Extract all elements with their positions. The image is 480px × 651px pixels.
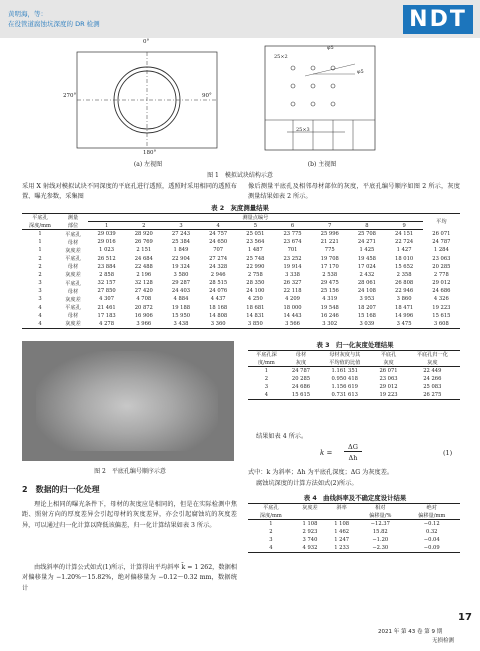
table-2 xyxy=(22,213,460,329)
table-header-cell: 深度/mm xyxy=(248,512,294,520)
table-cell: 2 758 xyxy=(247,271,263,278)
table-row xyxy=(22,254,460,262)
table-cell: 3 475 xyxy=(396,320,412,327)
table-cell: 4 307 xyxy=(99,296,115,303)
table-cell: 27 243 xyxy=(171,231,191,238)
table-cell: 32 157 xyxy=(97,280,116,287)
table-cell: 4 xyxy=(264,392,269,399)
paragraph-right-2: 式中：k 为斜率；Δh 为平底孔深度；ΔG 为灰度差。 xyxy=(248,469,394,476)
table-cell: 平底孔 xyxy=(65,280,81,287)
table-cell: 1.156 619 xyxy=(331,384,358,391)
table-cell: 2 778 xyxy=(433,271,449,278)
table-header-cell: 平底孔归一化 xyxy=(416,352,448,359)
table-cell: 3 580 xyxy=(173,271,189,278)
table-cell: 19 223 xyxy=(379,392,398,399)
table-cell: 22 904 xyxy=(171,255,191,262)
table-cell: 3 302 xyxy=(322,320,338,327)
table-cell: 2 xyxy=(38,271,42,278)
table-cell: 22 118 xyxy=(283,288,302,295)
table-cell: 0.731 613 xyxy=(331,392,358,399)
table-cell: 4 xyxy=(38,320,42,327)
table-cell: 3 740 xyxy=(302,537,318,544)
table-cell: 29 016 xyxy=(97,239,116,246)
table-cell: 1 284 xyxy=(433,247,449,254)
table-cell: 19 458 xyxy=(357,255,376,262)
table-cell: 22 488 xyxy=(134,263,153,270)
table-cell: 24 266 xyxy=(423,376,442,383)
table-cell: 4 278 xyxy=(99,320,115,327)
table-cell: 25 384 xyxy=(171,239,191,246)
table-cell: 14 996 xyxy=(395,312,414,319)
table-header-cell: 母材 xyxy=(295,352,307,359)
table-cell: 19 223 xyxy=(432,304,451,311)
table-cell: 0.950 418 xyxy=(331,376,358,383)
table-cell: 15 950 xyxy=(171,312,191,319)
table-cell: 29 012 xyxy=(432,280,451,287)
label-phi5-b: φ5 xyxy=(357,69,364,75)
table-cell: 2 xyxy=(269,529,273,536)
table-cell: 23 674 xyxy=(283,239,302,246)
table-cell: 19 324 xyxy=(171,263,191,270)
table-cell: 27 274 xyxy=(209,255,228,262)
table-cell: 18 471 xyxy=(395,304,414,311)
table-cell: 灰度差 xyxy=(65,296,81,303)
table-cell: 平底孔 xyxy=(65,305,81,312)
table-cell: 24 108 xyxy=(357,288,376,295)
table-cell: 32 128 xyxy=(134,280,153,287)
table-2-header-part2: 部位 xyxy=(58,222,88,230)
table-cell: 28 061 xyxy=(357,280,376,287)
table-cell: 16 906 xyxy=(134,312,153,319)
table-cell: 1 487 xyxy=(247,247,263,254)
table-cell: 3 338 xyxy=(285,271,300,278)
table-cell: 23 884 xyxy=(97,263,116,270)
table-4 xyxy=(248,503,460,553)
table-cell: 灰度差 xyxy=(65,247,81,254)
table-cell: 17 183 xyxy=(97,312,116,319)
table-cell: 1 247 xyxy=(334,537,350,544)
table-cell: 母材 xyxy=(67,239,79,246)
table-cell: 1 xyxy=(264,368,269,375)
table-cell: 27 420 xyxy=(134,288,153,295)
table-cell: 26 275 xyxy=(423,392,442,399)
table-row xyxy=(22,238,460,246)
table-cell: 24 271 xyxy=(357,239,376,246)
table-cell: 平底孔 xyxy=(65,231,81,238)
table-cell: 19 548 xyxy=(320,304,339,311)
table-cell: −2.30 xyxy=(372,545,389,552)
paragraph-1-right: 像后测量平底孔及相邻母材部位的灰度，平底孔编号顺序如图 2 所示，灰度测量结果如表 2 所示。 xyxy=(248,183,460,201)
table-cell: 4 319 xyxy=(322,296,338,303)
table-cell: 25 708 xyxy=(357,231,376,238)
table-3 xyxy=(248,350,460,400)
label-phi5-a: φ5 xyxy=(327,45,334,51)
table-cell: 18 681 xyxy=(246,304,265,311)
table-cell: 24 684 xyxy=(134,255,153,262)
table-cell: 26 071 xyxy=(379,368,398,375)
table-cell: −0.09 xyxy=(423,545,440,552)
table-2-point-number: 7 xyxy=(311,222,348,230)
table-cell: 26 808 xyxy=(395,280,414,287)
table-row xyxy=(248,367,460,375)
formula-denominator: Δh xyxy=(348,454,358,462)
table-cell: 1 462 xyxy=(334,529,350,536)
table-header-cell: 偏移量/mm xyxy=(403,512,460,520)
table-row xyxy=(22,230,460,238)
table-row xyxy=(248,520,460,528)
table-cell: 28 515 xyxy=(209,280,228,287)
table-cell: 22 449 xyxy=(423,368,442,375)
table-cell: 15 168 xyxy=(357,312,376,319)
table-row xyxy=(22,287,460,295)
table-row xyxy=(22,246,460,254)
table-cell: −0.04 xyxy=(423,537,440,544)
table-2-header-avg: 平均 xyxy=(436,219,447,226)
table-cell: 2 946 xyxy=(210,271,226,278)
table-cell: 4 708 xyxy=(136,296,152,303)
table-row xyxy=(22,320,460,328)
table-header-cell: 偏移量/% xyxy=(357,512,403,520)
table-cell: 23 063 xyxy=(379,376,398,383)
table-4-caption: 表 4 曲线斜率及不确定度设计结果 xyxy=(303,494,407,502)
table-2-point-number: 8 xyxy=(348,222,385,230)
table-row xyxy=(248,391,460,399)
table-cell: 2 432 xyxy=(359,271,375,278)
table-row xyxy=(22,312,460,320)
table-cell: 14 808 xyxy=(209,312,228,319)
label-90-deg: 90° xyxy=(202,93,212,99)
table-3-caption: 表 3 归一化灰度处理结果 xyxy=(316,341,394,349)
table-cell: 1 xyxy=(38,247,42,254)
table-cell: 29 475 xyxy=(320,280,339,287)
table-cell: 21 221 xyxy=(320,239,339,246)
table-cell: 15 615 xyxy=(291,392,311,399)
table-cell: 24 686 xyxy=(291,384,311,391)
table-cell: 2 151 xyxy=(136,247,152,254)
table-cell: 15.82 xyxy=(372,529,388,536)
formula-numerator: ΔG xyxy=(344,443,362,452)
table-2-header-hole: 平底孔 xyxy=(32,215,48,222)
figure-1a-caption: (a) 左视图 xyxy=(133,161,163,168)
table-row xyxy=(22,304,460,312)
table-cell: 14 831 xyxy=(246,312,265,319)
table-row xyxy=(22,279,460,287)
table-cell: 26 327 xyxy=(283,280,302,287)
table-cell: 24 100 xyxy=(246,288,265,295)
table-cell: 24 787 xyxy=(432,239,451,246)
label-25x2: 25×2 xyxy=(274,54,288,60)
table-header-cell: 平底孔深 xyxy=(256,352,277,359)
table-cell: 4 932 xyxy=(302,545,318,552)
table-cell: 21 461 xyxy=(97,304,116,311)
table-cell: 28 920 xyxy=(134,231,153,238)
table-header-cell: 灰度 xyxy=(405,359,460,367)
table-cell: 25 996 xyxy=(320,231,339,238)
table-cell: 15 652 xyxy=(395,263,414,270)
table-cell: 2 xyxy=(38,263,42,270)
table-cell: 3 360 xyxy=(210,320,226,327)
table-cell: 24 076 xyxy=(209,288,228,295)
table-cell: 1 108 xyxy=(302,521,318,528)
table-cell: 4 437 xyxy=(210,296,226,303)
table-cell: −1.20 xyxy=(372,537,389,544)
table-cell: 24 686 xyxy=(432,288,451,295)
footer-journal: 无损检测 xyxy=(432,638,455,644)
table-cell: 25 083 xyxy=(423,384,442,391)
table-cell: 24 403 xyxy=(171,288,191,295)
table-row xyxy=(248,536,460,544)
table-cell: 22 946 xyxy=(395,288,414,295)
table-row xyxy=(22,263,460,271)
figure-2-caption: 图 2 平底孔编号顺序示意 xyxy=(94,468,166,475)
footer-issue: 2021 年 第 43 卷 第 9 期 xyxy=(378,629,443,635)
page-number: 17 xyxy=(458,612,472,623)
table-cell: 2 858 xyxy=(99,271,115,278)
table-cell: 4 250 xyxy=(247,296,263,303)
table-cell: 母材 xyxy=(67,264,79,271)
table-header-cell: 度/mm xyxy=(248,359,285,367)
table-cell: 2 923 xyxy=(302,529,318,536)
table-header-cell: 平底孔 xyxy=(380,352,397,359)
table-cell: 24 650 xyxy=(209,239,228,246)
paragraph-3-left: 由线斜率的计算公式如式(1)所示，计算得出平均斜率 k̄ = 1 262，数据相对偏移量为 −1.20%～15.82%，绝对偏移量为 −0.12～0.32 mm，数据统计 xyxy=(22,564,237,592)
table-cell: 19 188 xyxy=(171,304,191,311)
table-cell: 23 252 xyxy=(283,255,302,262)
table-cell: 3 438 xyxy=(173,320,189,327)
table-2-point-number: 6 xyxy=(274,222,311,230)
table-2-point-number: 5 xyxy=(237,222,274,230)
table-cell: 18 207 xyxy=(357,304,376,311)
table-cell: 1 xyxy=(38,231,42,238)
table-cell: 3 xyxy=(38,280,42,287)
table-cell: 3 953 xyxy=(359,296,375,303)
table-cell: 16 246 xyxy=(320,312,339,319)
header-title: 在役管道腐蚀坑深度的 DR 检测 xyxy=(8,20,100,28)
table-cell: 3 xyxy=(264,384,269,391)
table-cell: 29 012 xyxy=(379,384,398,391)
table-cell: 3 039 xyxy=(359,320,375,327)
header-authors: 黄明海，等： xyxy=(8,10,47,18)
table-cell: 26 512 xyxy=(97,255,116,262)
table-cell: 27 850 xyxy=(97,288,116,295)
table-cell: 3 xyxy=(38,296,42,303)
table-cell: 4 xyxy=(38,304,42,311)
label-25x3: 25×3 xyxy=(296,127,310,133)
table-cell: 18 168 xyxy=(209,304,228,311)
table-cell: 灰度差 xyxy=(65,321,81,328)
table-cell: 20 872 xyxy=(134,304,153,311)
table-2-point-number: 1 xyxy=(88,222,125,230)
table-cell: 3 xyxy=(38,288,42,295)
table-cell: 25 748 xyxy=(246,255,265,262)
figure-1-diagram xyxy=(55,38,435,163)
table-header-cell: 平均值的比值 xyxy=(317,359,372,367)
table-cell: 24 328 xyxy=(209,263,228,270)
table-header-cell: 斜率 xyxy=(336,505,347,512)
figure-1b-caption: (b) 主视图 xyxy=(307,161,337,168)
table-cell: 26 071 xyxy=(432,230,451,237)
table-cell: 4 xyxy=(269,545,273,552)
table-cell: 4 326 xyxy=(433,296,449,303)
label-270-deg: 270° xyxy=(63,93,77,99)
table-header-cell: 绝对 xyxy=(426,505,437,512)
table-cell: 28 350 xyxy=(246,280,265,287)
table-cell: 14 443 xyxy=(283,312,302,319)
table-cell: 3 860 xyxy=(396,296,412,303)
table-cell: 23 063 xyxy=(432,255,451,262)
table-header-cell: 母材灰度与其 xyxy=(329,352,361,359)
table-cell: 1.161 351 xyxy=(331,368,358,375)
formula-k: k = xyxy=(320,449,333,457)
table-cell: 1 849 xyxy=(173,247,189,254)
table-cell: 25 051 xyxy=(246,231,265,238)
table-2-point-number: 2 xyxy=(125,222,162,230)
table-cell: 1 023 xyxy=(99,247,115,254)
table-cell: 20 285 xyxy=(432,263,451,270)
table-cell: 29 039 xyxy=(97,231,116,238)
table-2-header-depth: 深度/mm xyxy=(22,222,58,230)
table-cell: 4 209 xyxy=(285,296,300,303)
table-cell: 22 990 xyxy=(246,263,265,270)
table-cell: 4 xyxy=(38,312,42,319)
paragraph-right-3: 腐蚀坑深度的计算方法如式(2)所示。 xyxy=(256,480,358,487)
table-cell: 18 000 xyxy=(283,304,302,311)
table-header-cell: 灰度 xyxy=(372,359,404,367)
table-cell: 25 156 xyxy=(320,288,339,295)
table-cell: 23 564 xyxy=(246,239,265,246)
label-0-deg: 0° xyxy=(143,39,150,45)
table-row xyxy=(22,295,460,303)
table-2-point-number: 9 xyxy=(386,222,423,230)
table-row xyxy=(248,383,460,391)
journal-logo: NDT xyxy=(403,5,473,34)
table-cell: 0.32 xyxy=(425,529,438,536)
paragraph-1-left: 采用 X 射线对模拟试块不同深度的平底孔进行透照，透照时采用相同的透照布置、曝光参数，采集图 xyxy=(22,183,237,201)
table-cell: 19 708 xyxy=(320,255,339,262)
table-header-cell: 平底孔 xyxy=(263,505,279,512)
figure-2-image xyxy=(22,341,234,461)
table-row xyxy=(248,528,460,536)
table-cell: 1 xyxy=(38,239,42,246)
table-cell: 母材 xyxy=(67,288,79,295)
table-cell: 3 850 xyxy=(247,320,263,327)
table-2-header-part: 测量 xyxy=(67,215,79,222)
table-cell: 29 287 xyxy=(171,280,191,287)
table-cell: 4 884 xyxy=(173,296,189,303)
table-cell: 24 151 xyxy=(395,231,414,238)
table-header-cell: 相对 xyxy=(375,505,386,512)
table-cell: 17 024 xyxy=(357,263,376,270)
table-header-cell: 灰度 xyxy=(285,359,317,367)
table-cell: 26 769 xyxy=(134,239,153,246)
paragraph-right-1: 结果如表 4 所示。 xyxy=(256,433,308,440)
table-cell: 1 xyxy=(269,521,273,528)
table-cell: 灰度差 xyxy=(65,272,81,279)
table-cell: 18 010 xyxy=(395,255,414,262)
section-2-title: 2 数据的归一化处理 xyxy=(22,485,100,494)
table-2-caption: 表 2 灰度测量结果 xyxy=(211,204,269,212)
table-cell: 2 538 xyxy=(322,271,338,278)
table-cell: 3 966 xyxy=(136,320,152,327)
table-2-point-number: 4 xyxy=(200,222,237,230)
table-cell: 1 108 xyxy=(334,521,350,528)
table-cell: 2 xyxy=(38,255,42,262)
table-2-header-points: 测量点编号 xyxy=(88,214,423,222)
table-header-cell xyxy=(294,512,326,520)
table-row xyxy=(248,544,460,552)
table-2-point-number: 3 xyxy=(162,222,199,230)
figure-1-caption: 图 1 模拟试块结构示意 xyxy=(207,172,273,179)
table-header-cell: 灰度差 xyxy=(302,505,318,512)
formula-number: (1) xyxy=(443,449,453,457)
table-cell: −0.12 xyxy=(423,521,440,528)
table-cell: 3 xyxy=(269,537,273,544)
table-cell: 3 608 xyxy=(433,320,449,327)
table-cell: 1 427 xyxy=(396,247,412,254)
table-cell: 701 xyxy=(287,247,298,254)
table-cell: 1 233 xyxy=(334,545,350,552)
table-cell: 19 914 xyxy=(283,263,302,270)
table-cell: 15 615 xyxy=(432,312,451,319)
table-cell: 22 724 xyxy=(395,239,414,246)
table-cell: 1 425 xyxy=(359,247,375,254)
label-180-deg: 180° xyxy=(143,150,157,156)
table-cell: 母材 xyxy=(67,313,79,320)
table-cell: 3 566 xyxy=(285,320,300,327)
table-header-cell xyxy=(326,512,357,520)
table-cell: 24 757 xyxy=(209,231,228,238)
table-cell: 2 196 xyxy=(136,271,152,278)
paragraph-2-left: 理论上相同的曝光条件下，母材的灰度应是相同的，但是在实际检测中焦距、照射方向的厚度差异会引起母材的灰度差异，亦会引起腐蚀坑的灰度差异，可以通过归一化计算以降低该偏差，归一化计算结果如表 3 所示。 xyxy=(22,501,237,529)
table-cell: 2 xyxy=(264,376,269,383)
table-cell: 24 787 xyxy=(291,368,311,375)
table-cell: −12.37 xyxy=(370,521,390,528)
table-cell: 17 170 xyxy=(320,263,339,270)
table-row xyxy=(22,271,460,279)
table-cell: 平底孔 xyxy=(65,256,81,263)
table-cell: 23 775 xyxy=(283,231,302,238)
table-cell: 775 xyxy=(324,247,335,254)
table-cell: 2 358 xyxy=(396,271,412,278)
table-cell: 20 285 xyxy=(291,376,311,383)
table-row xyxy=(248,375,460,383)
table-cell: 707 xyxy=(213,247,224,254)
